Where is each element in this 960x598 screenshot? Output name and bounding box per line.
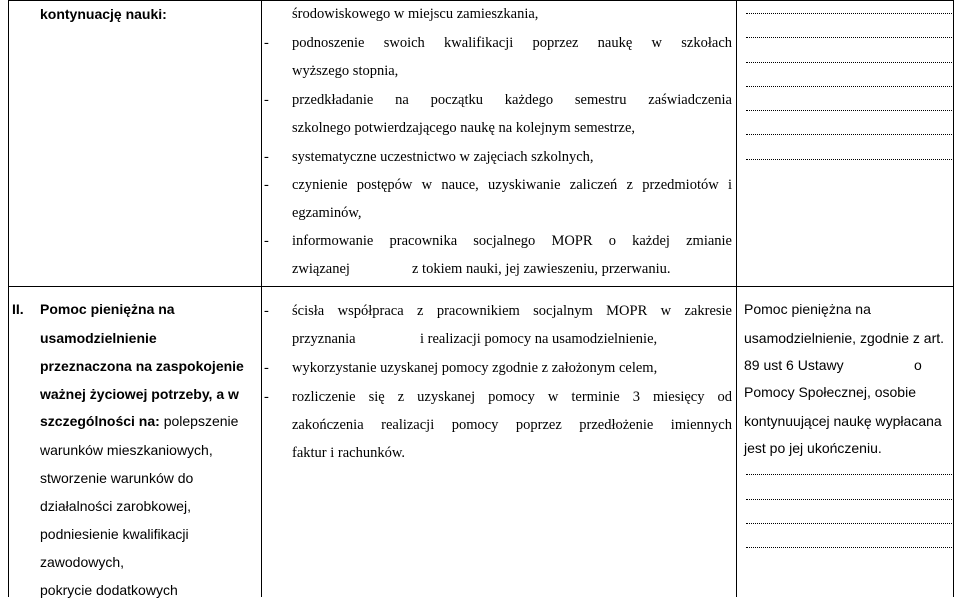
row1-line-4: przedkładanie na początku każdego semestru zaświadczenia [292, 92, 732, 108]
row2-remark-line: kontynuującej naukę wypłacana [744, 413, 942, 429]
row2-remark-line: jest po jej ukończeniu. [744, 440, 882, 456]
row2-oblig-line: faktur i rachunków. [292, 445, 406, 461]
row2-title-line: przeznaczona na zaspokojenie [40, 358, 244, 374]
row1-line-2: podnoszenie swoich kwalifikacji poprzez naukę w szkołach [292, 35, 732, 51]
row1-line-5: szkolnego potwierdzającego naukę na kolejnym semestrze, [292, 120, 636, 136]
row2-purpose-line: podniesienie kwalifikacji [40, 526, 189, 542]
bullet-dash: - [264, 177, 269, 193]
bullet-dash: - [264, 389, 269, 405]
row2-purpose-line: działalności zarobkowej, [40, 498, 191, 514]
table-left-border [8, 0, 9, 597]
row2-oblig-line: i realizacji pomocy na usamodzielnienie, [420, 331, 658, 347]
dotted-fill-line [746, 159, 952, 161]
table-top-border [8, 0, 954, 1]
row1-line-1: środowiskowego w miejscu zamieszkania, [292, 6, 539, 22]
row2-purpose-line: zawodowych, [40, 554, 125, 570]
table-right-border [953, 0, 954, 597]
dotted-fill-line [746, 547, 952, 549]
row2-oblig-line: wykorzystanie uzyskanej pomocy zgodnie z założonym celem, [292, 360, 658, 376]
row2-title-line: usamodzielnienie [40, 330, 157, 346]
row2-oblig-line: rozliczenie się z uzyskanej pomocy w terminie 3 miesięcy od [292, 389, 732, 405]
dotted-fill-line [746, 134, 952, 136]
row2-remark-line: o [914, 357, 922, 373]
row1-label: kontynuację nauki: [40, 6, 167, 22]
row2-remark-line: 89 ust 6 Ustawy [744, 357, 844, 373]
row1-line-6: systematyczne uczestnictwo w zajęciach szkolnych, [292, 149, 594, 165]
bullet-dash: - [264, 92, 269, 108]
bullet-dash: - [264, 360, 269, 376]
dotted-fill-line [746, 62, 952, 64]
dotted-fill-line [746, 86, 952, 88]
row2-number: II. [12, 301, 24, 317]
row1-line-8: egzaminów, [292, 205, 362, 221]
row2-remark-line: Pomoc pieniężna na [744, 301, 871, 317]
row2-title-line: szczególności na: [40, 413, 160, 429]
row2-title-line: Pomoc pieniężna na [40, 301, 175, 317]
row2-purpose-line: warunków mieszkaniowych, [40, 442, 213, 458]
row2-remark-line: usamodzielnienie, zgodnie z art. [744, 330, 945, 346]
row2-purpose-line: pokrycie dodatkowych [40, 582, 178, 598]
dotted-fill-line [746, 37, 952, 39]
row1-line-10a: związanej [292, 261, 350, 277]
dotted-fill-line [746, 499, 952, 501]
row2-oblig-line: przyznania [292, 331, 356, 347]
row2-purpose-line: stworzenie warunków do [40, 470, 194, 486]
dotted-fill-line [746, 13, 952, 15]
row2-title-line-mixed [40, 414, 238, 428]
dotted-fill-line [746, 523, 952, 525]
row2-title-line: ważnej życiowej potrzeby, a w [40, 386, 239, 402]
column-divider-1 [261, 0, 262, 597]
row1-line-9: informowanie pracownika socjalnego MOPR o każdej zmianie [292, 233, 732, 249]
bullet-dash: - [264, 303, 269, 319]
column-divider-2 [736, 0, 737, 597]
row2-oblig-line: ścisła współpraca z pracownikiem socjalnym MOPR w zakresie [292, 303, 732, 319]
row2-purpose-line: polepszenie [163, 413, 239, 429]
bullet-dash: - [264, 149, 269, 165]
row2-oblig-line: zakończenia realizacji pomocy poprzez przedłożenie imiennych [292, 417, 732, 433]
row1-line-3: wyższego stopnia, [292, 63, 399, 79]
dotted-fill-line [746, 110, 952, 112]
document-table [8, 0, 954, 597]
bullet-dash: - [264, 233, 269, 249]
row1-line-7: czynienie postępów w nauce, uzyskiwanie zaliczeń z przedmiotów i [292, 177, 732, 193]
bullet-dash: - [264, 35, 269, 51]
row-divider [8, 286, 954, 287]
dotted-fill-line [746, 474, 952, 476]
row2-remark-line: Pomocy Społecznej, osobie [744, 384, 916, 400]
row1-line-10b: z tokiem nauki, jej zawieszeniu, przerwaniu. [412, 261, 671, 277]
